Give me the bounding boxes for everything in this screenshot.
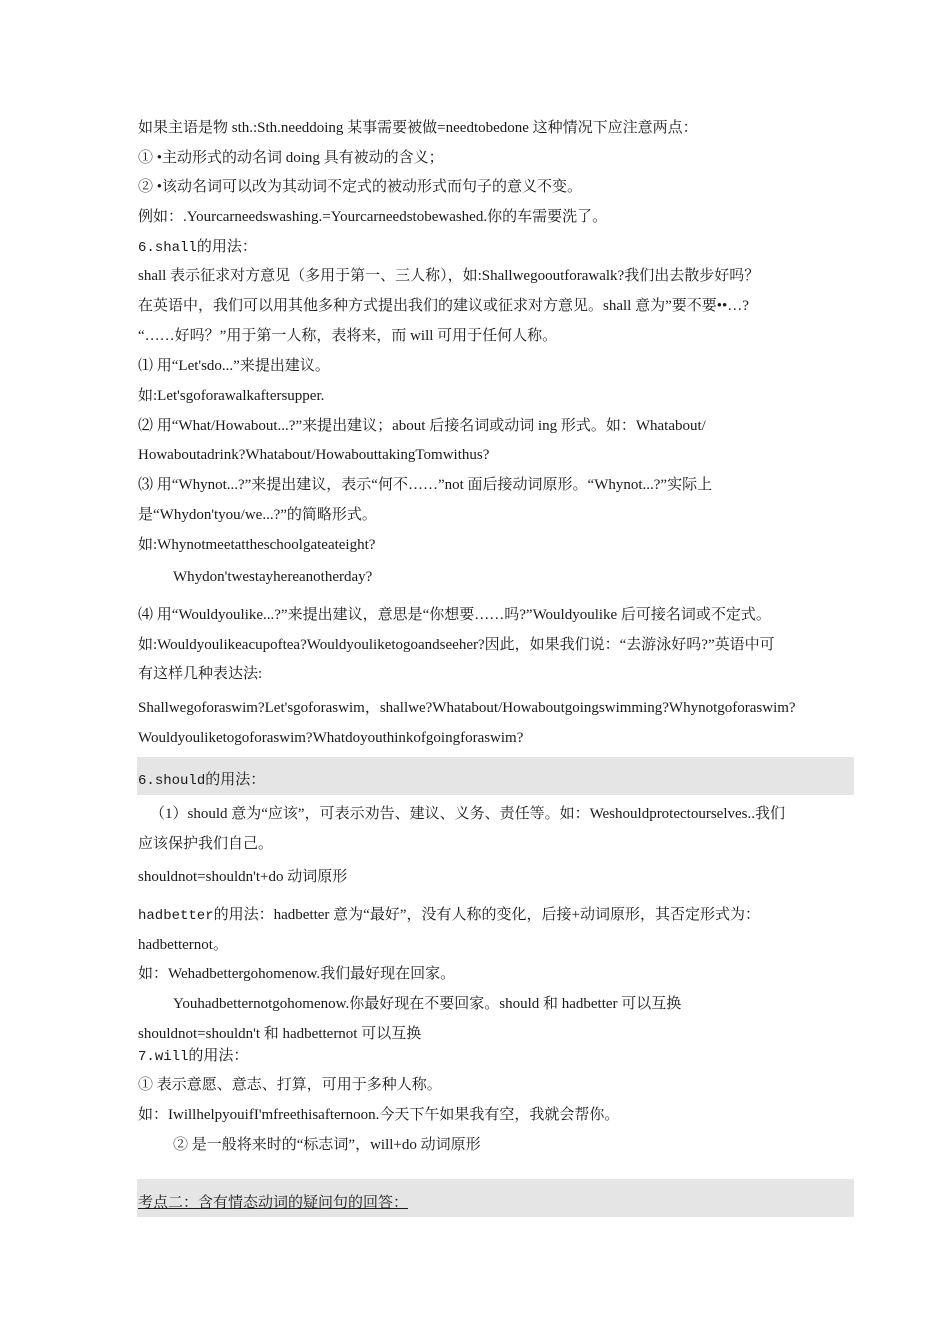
text-line: Youhadbetternotgohomenow.你最好现在不要回家。should 和 hadbetter 可以互换	[173, 996, 682, 1012]
section-heading-shall	[138, 237, 854, 258]
text-line: 如果主语是物 sth.:Sth.needdoing 某事需要被做=needtobedone 这种情况下应注意两点：	[138, 120, 698, 136]
heading-text: 的用法：	[188, 1048, 249, 1064]
text-line: 如：IwillhelpyouifI'mfreethisafternoon.今天下午如果我有空，我就会帮你。	[138, 1107, 620, 1123]
text-line: Shallwegoforaswim?Let'sgoforaswim，shallwe?Whatabout/Howaboutgoingswimming?Whynotgoforaswim?	[138, 700, 796, 716]
heading-number: 7.	[138, 1049, 155, 1065]
text-line: 如:Let'sgoforawalkaftersupper.	[138, 388, 325, 404]
text-line: Howaboutadrink?Whatabout/HowabouttakingTomwithus?	[138, 447, 490, 463]
text-line: ⑵ 用“What/Howabout...?”来提出建议；about 后接名词或动词 ing 形式。如：Whatabout/	[138, 418, 706, 434]
heading-text: 的用法：hadbetter 意为“最好”，没有人称的变化，后接+动词原形，其否定形式为：	[213, 907, 760, 923]
text-line: ⑴ 用“Let'sdo...”来提出建议。	[138, 358, 330, 374]
heading-text: 的用法：	[196, 239, 257, 255]
text-line: “……好吗？”用于第一人称，表将来，而 will 可用于任何人称。	[138, 328, 558, 344]
text-line: ⑶ 用“Whynot...?”来提出建议，表示“何不……”not 面后接动词原形。“Whynot...?”实际上	[138, 477, 713, 493]
text-line: ⑷ 用“Wouldyoulike...?”来提出建议，意思是“你想要……吗?”Wouldyoulike 后可接名词或不定式。	[138, 607, 771, 623]
text-line: 是“Whydon'tyou/we...?”的简略形式。	[138, 507, 377, 523]
text-line: 在英语中，我们可以用其他多种方式提出我们的建议或征求对方意见。shall 意为”要不要••…?	[138, 298, 749, 314]
text-line: shouldnot=shouldn't+do 动词原形	[138, 869, 348, 885]
text-line: Wouldyouliketogoforaswim?Whatdoyouthinkofgoingforaswim?	[138, 730, 524, 746]
text-line: （1）should 意为“应该”，可表示劝告、建议、义务、责任等。如：Weshouldprotectourselves..我们	[150, 806, 785, 822]
heading-keyword: should	[154, 773, 206, 789]
text-line: hadbetternot。	[138, 937, 228, 953]
section-heading-hadbetter	[138, 905, 854, 926]
text-line: shouldnot=shouldn't 和 hadbetternot 可以互换	[138, 1026, 422, 1042]
heading-keyword: will	[154, 1049, 189, 1065]
heading-keyword: hadbetter	[138, 908, 214, 924]
heading-number: 6.	[138, 773, 155, 789]
text-line: 有这样几种表达法:	[138, 666, 263, 682]
section-heading-should	[138, 770, 854, 791]
heading-keyword: shall	[154, 240, 197, 256]
text-line: 例如：.Yourcarneedswashing.=Yourcarneedstobewashed.你的车需要洗了。	[138, 209, 608, 225]
text-line: 如：Wehadbettergohomenow.我们最好现在回家。	[138, 966, 456, 982]
section-heading-kaodian: 考点二：含有情态动词的疑问句的回答：	[138, 1195, 409, 1211]
text-line: 如:Wouldyoulikeacupoftea?Wouldyouliketogoandseeher?因此，如果我们说：“去游泳好吗?”英语中可	[138, 637, 775, 653]
text-line: ① 表示意愿、意志、打算，可用于多种人称。	[138, 1077, 442, 1093]
heading-text: 的用法：	[205, 772, 266, 788]
text-line: Whydon'twestayhereanotherday?	[173, 569, 373, 585]
text-line: 如:Whynotmeetattheschoolgateateight?	[138, 537, 376, 553]
text-line: ② •该动名词可以改为其动词不定式的被动形式而句子的意义不变。	[138, 179, 583, 195]
section-heading-will	[138, 1046, 854, 1067]
text-line: 应该保护我们自己。	[138, 836, 274, 852]
text-line: shall 表示征求对方意见（多用于第一、三人称），如:Shallwegooutforawalk?我们出去散步好吗？	[138, 268, 760, 284]
heading-number: 6.	[138, 240, 155, 256]
text-line: ① •主动形式的动名词 doing 具有被动的含义；	[138, 150, 444, 166]
text-line: ② 是一般将来时的“标志词”，will+do 动词原形	[173, 1137, 481, 1153]
